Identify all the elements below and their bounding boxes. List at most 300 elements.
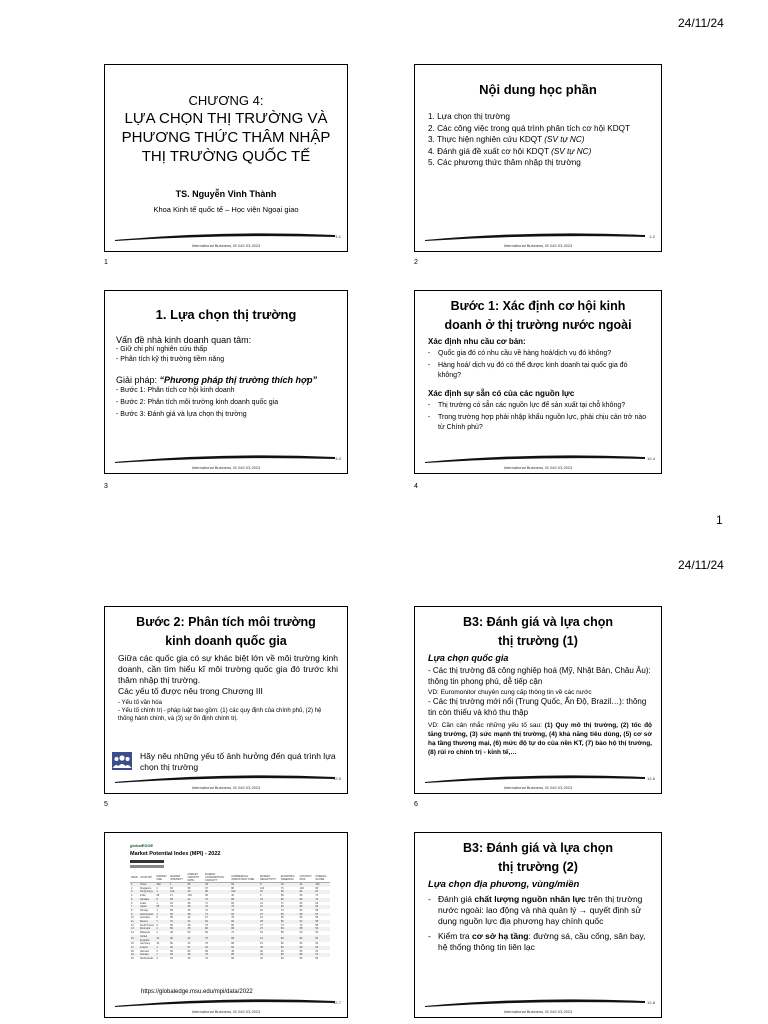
table-cell: 13 xyxy=(131,927,134,931)
mpi-table-screenshot xyxy=(130,843,348,1003)
table-cell: 53 xyxy=(315,936,319,940)
table-cell: 8 xyxy=(131,908,133,912)
table-cell: 82 xyxy=(280,942,284,946)
table-cell: 58 xyxy=(315,908,319,912)
footer-swoosh xyxy=(425,232,645,241)
table-cell: 74 xyxy=(205,908,208,912)
list-item: 5. Các phương thức thâm nhập thị trường xyxy=(428,158,581,167)
table-row xyxy=(130,957,330,961)
table-cell: 20 xyxy=(260,908,263,912)
table-cell: 90 xyxy=(170,936,173,940)
table-cell: 12 xyxy=(131,923,134,927)
column-header: MARKET RECEPTIVITY xyxy=(259,873,280,883)
slide-body xyxy=(116,335,339,421)
table-cell: 27 xyxy=(260,927,263,931)
slide-code: 12-4 xyxy=(646,456,655,461)
list-item: - Quốc gia đó có nhu cầu về hàng hoá/dịch vụ đó không? xyxy=(428,349,651,359)
table-cell: 19 xyxy=(260,942,263,946)
list-item: - Yếu tố chính trị - pháp luật bao gồm: (1) các quy định của chính phủ, (2) hệ thống hành chính, và (3) sự ổn định chính trị. xyxy=(118,708,322,722)
list-item: - Hàng hoá/ dịch vụ đó có thể được kinh doanh tại quốc gia đó không? xyxy=(428,361,651,380)
table-cell: 12 xyxy=(260,936,263,940)
table-cell: 44 xyxy=(187,920,191,924)
table-cell: 38 xyxy=(187,953,191,957)
table-cell: 56 xyxy=(280,920,284,924)
table-cell: 6 xyxy=(260,894,262,898)
table-cell: 1 xyxy=(156,945,158,949)
table-cell: 45 xyxy=(231,949,235,953)
slide-number: 5 xyxy=(104,801,108,808)
table-cell: Singapore xyxy=(139,886,152,890)
table-cell: 80 xyxy=(280,897,284,901)
table-cell: 2 xyxy=(156,886,158,890)
table-cell: 73 xyxy=(280,908,284,912)
table-cell: Sweden xyxy=(139,953,149,957)
table-row xyxy=(130,935,330,942)
table-cell: 67 xyxy=(205,886,208,890)
table-cell: Hong Kong xyxy=(139,890,153,894)
table-cell: Mexico xyxy=(139,920,148,924)
table-cell: 52 xyxy=(299,920,303,924)
list-item: - Trong trường hợp phải nhập khẩu nguồn lực, phải chịu cản trở nào từ Chính phủ? xyxy=(428,413,651,432)
table-cell: 96 xyxy=(315,886,319,890)
table-cell: Switzerland xyxy=(139,912,153,916)
slide-title: 1. Lựa chọn thị trường xyxy=(155,307,297,322)
table-cell: 33 xyxy=(187,942,191,946)
slide-number: 4 xyxy=(414,483,418,490)
table-cell: 12 xyxy=(260,905,263,909)
table-cell: 100 xyxy=(260,886,265,890)
table-cell: 74 xyxy=(315,894,319,898)
table-cell: 6 xyxy=(156,923,158,927)
paragraph: - Các thị trường đã công nghiệp hoá (Mỹ, Nhật Bản, Châu Âu): thông tin phong phú, dễ tiếp cận xyxy=(428,666,651,686)
column-header: MARKET GROWTH RATE xyxy=(187,873,204,883)
table-cell: Australia xyxy=(139,916,150,920)
section-heading: Xác định sự sẵn có của các nguồn lực xyxy=(428,389,575,398)
footer-swoosh xyxy=(425,454,645,463)
table-cell: 82 xyxy=(231,945,235,949)
slide-title: LỰA CHỌN THỊ TRƯỜNG VÀ PHƯƠNG THỨC THÂM NHẬP THỊ TRƯỜNG QUỐC TẾ xyxy=(121,110,331,165)
table-cell: 4 xyxy=(131,894,133,898)
table-cell: 3 xyxy=(131,890,133,894)
table-cell: 27 xyxy=(260,912,263,916)
table-cell: 70 xyxy=(315,897,319,901)
table-cell: 28 xyxy=(260,920,263,924)
content-list xyxy=(428,111,651,169)
slide-footer: International Business, IE.042.03.2024 xyxy=(503,465,573,470)
table-cell: 7 xyxy=(156,920,158,924)
subtitle: Lựa chọn địa phương, vùng/miền xyxy=(428,879,580,890)
slide-footer: International Business, IE.042.03.2024 xyxy=(503,1009,573,1014)
footer-swoosh xyxy=(115,454,335,463)
table-cell: 100 xyxy=(299,886,304,890)
table-cell: 74 xyxy=(280,923,284,927)
list-item: - Phân tích kỹ thị trường tiềm năng xyxy=(116,356,225,363)
table-cell: 40 xyxy=(280,949,284,953)
slide-footer: International Business, IE.042.03.2024 xyxy=(191,243,261,248)
table-cell: 1 xyxy=(156,901,158,905)
table-cell: 86 xyxy=(299,957,303,961)
group-icon xyxy=(112,752,132,770)
column-header: RANK xyxy=(130,873,139,883)
table-cell: 70 xyxy=(170,920,173,924)
table-cell: Vietnam xyxy=(139,949,150,953)
table-cell: 27 xyxy=(260,923,263,927)
table-cell: 100 xyxy=(170,890,175,894)
slide-body xyxy=(428,337,651,432)
example: VD: Cần cân nhắc những yếu tố sau: (1) Quy mô thị trường, (2) tốc độ tăng trưởng, (3) sức mạnh thị trường, (4) khả năng tiêu dùng, (5) cơ sở hạ tầng thương mại, (6) mức độ tự do của nền KT, (7) bảo hộ thị trường, (8) rủi ro chính trị - kinh tế,… xyxy=(428,722,653,756)
example: VD: Euromonitor chuyên cung cấp thông tin về các nước xyxy=(428,689,592,696)
table-cell: 48 xyxy=(170,931,173,935)
table-cell: 1 xyxy=(156,908,158,912)
paragraph: Các yếu tố được nêu trong Chương III xyxy=(118,686,263,696)
table-cell: 82 xyxy=(280,957,284,961)
slide-code: 3-3 xyxy=(335,456,341,461)
table-cell: 100 xyxy=(315,883,320,886)
list-item: 4. Đánh giá đề xuất cơ hội KDQT (SV tự NC) xyxy=(428,146,592,156)
table-cell: 84 xyxy=(231,912,235,916)
table-cell: 11 xyxy=(170,894,173,898)
table-cell: 17 xyxy=(131,945,134,949)
table-cell: 51 xyxy=(315,953,319,957)
table-cell: United Kingdom xyxy=(139,934,150,942)
table-cell: 50 xyxy=(299,894,303,898)
table-cell: 69 xyxy=(205,949,208,953)
slide-body xyxy=(118,653,338,723)
column-header: MARKET SIZE xyxy=(155,873,169,883)
slide-4 xyxy=(414,290,662,474)
table-cell: 1 xyxy=(156,890,158,894)
table-cell: 89 xyxy=(170,908,173,912)
table-cell: 100 xyxy=(231,890,236,894)
table-cell: 55 xyxy=(299,949,303,953)
table-cell: 11 xyxy=(131,920,134,924)
table-cell: 82 xyxy=(299,890,303,894)
paragraph: - Các thị trường mới nổi (Trung Quốc, Ấn Độ, Brazil…): thông tin còn thiếu và khó thu thập xyxy=(428,697,647,717)
slide-body xyxy=(428,879,652,953)
list-item: - Kiểm tra cơ sở hạ tầng: đường sá, cầu cống, sân bay, hệ thống thông tin liên lạc xyxy=(428,931,652,953)
table-cell: 86 xyxy=(299,953,303,957)
table-cell: 78 xyxy=(231,916,235,920)
question-block xyxy=(112,751,338,773)
table-cell: 80 xyxy=(231,923,235,927)
table-cell: 62 xyxy=(299,901,303,905)
table-cell: 20 xyxy=(131,957,134,961)
table-cell: Ireland xyxy=(139,945,148,949)
table-cell: 39 xyxy=(260,945,263,949)
table-cell: 72 xyxy=(170,905,173,909)
table-cell: 2 xyxy=(156,931,158,935)
table-cell: 85 xyxy=(231,936,235,940)
table-cell: 64 xyxy=(205,920,208,924)
table-cell: 38 xyxy=(156,894,160,898)
table-cell: 60 xyxy=(260,949,263,953)
table-cell: 35 xyxy=(187,927,191,931)
table-cell: 1 xyxy=(156,912,158,916)
table-cell: 83 xyxy=(280,927,284,931)
footer-swoosh xyxy=(425,998,645,1007)
slide-number: 2 xyxy=(414,259,418,266)
table-cell: 80 xyxy=(299,945,303,949)
question-text: Hãy nêu những yếu tố ảnh hưởng đến quá trình lựa chọn thị trường xyxy=(140,751,336,772)
table-cell: 67 xyxy=(205,916,208,920)
table-cell: 38 xyxy=(187,912,191,916)
table-cell: 88 xyxy=(231,886,235,890)
table-cell: 62 xyxy=(315,901,319,905)
table-cell: 51 xyxy=(315,949,319,953)
table-cell: 89 xyxy=(170,927,173,931)
table-cell: 97 xyxy=(260,890,263,894)
table-cell: 25 xyxy=(156,905,160,909)
table-cell: 86 xyxy=(170,916,173,920)
table-cell: 52 xyxy=(315,942,319,946)
table-cell: 19 xyxy=(131,953,134,957)
paragraph: Giữa các quốc gia có sự khác biệt lớn về môi trường kinh doanh, cần tìm hiểu kĩ môi trường quốc gia đó trước khi thâm nhập thị trường. xyxy=(118,653,338,685)
table-cell: 55 xyxy=(315,923,319,927)
table-cell: 54 xyxy=(315,927,319,931)
table-cell: 1 xyxy=(156,927,158,931)
table-cell: 66 xyxy=(231,920,235,924)
table-cell: 88 xyxy=(299,927,303,931)
column-header: MARKET CONSUMPTION CAPACITY xyxy=(204,873,230,883)
column-header: COUNTRY xyxy=(139,873,155,883)
page-date: 24/11/24 xyxy=(678,16,724,30)
table-cell: 15 xyxy=(131,936,134,940)
column-header: COMMERCIAL INFRASTRUCTURE xyxy=(230,873,259,883)
table-cell: 82 xyxy=(280,945,284,949)
footer-swoosh xyxy=(115,774,335,783)
slide-8 xyxy=(414,832,662,1018)
table-cell: 80 xyxy=(205,927,208,931)
table-cell: 44 xyxy=(299,883,303,886)
table-cell: Netherlands xyxy=(139,957,154,961)
table-cell: 49 xyxy=(205,883,208,886)
table-cell: 56 xyxy=(170,949,173,953)
table-cell: 46 xyxy=(187,890,191,894)
table-cell: 57 xyxy=(315,912,319,916)
table-cell: 82 xyxy=(299,897,303,901)
table-cell: 100 xyxy=(156,883,161,886)
table-cell: 69 xyxy=(205,931,208,935)
table-cell: 89 xyxy=(170,897,173,901)
table-title: Market Potential Index (MPI) - 2022 xyxy=(130,851,221,857)
solution-heading: Giải pháp: “Phương pháp thị trường thích hợp” xyxy=(116,375,317,385)
slide-code: 12-7 xyxy=(332,1000,341,1005)
slide-title: B3: Đánh giá và lựa chọn thị trường (2) xyxy=(462,841,614,874)
table-cell: 84 xyxy=(231,901,235,905)
list-item: 2. Các công việc trong quá trình phân tích cơ hội KDQT xyxy=(428,123,630,133)
mpi-table xyxy=(130,873,330,961)
logo: globalEDGE xyxy=(130,843,154,848)
slide-title: Bước 1: Xác định cơ hội kinh doanh ở thị trường nước ngoài xyxy=(444,299,632,332)
table-cell: 32 xyxy=(260,957,263,961)
subtitle: Lựa chọn quốc gia xyxy=(428,653,509,663)
concern-heading: Vấn đề nhà kinh doanh quan tâm: xyxy=(116,335,252,345)
list-item: 3. Thực hiện nghiên cứu KDQT (SV tự NC) xyxy=(428,135,585,144)
table-cell: 88 xyxy=(231,942,235,946)
table-cell: Norway xyxy=(139,908,149,912)
slide-number: 3 xyxy=(104,483,108,490)
slide-7 xyxy=(104,832,348,1018)
table-cell: 42 xyxy=(187,916,191,920)
footer-swoosh xyxy=(115,232,335,241)
table-cell: 76 xyxy=(205,923,208,927)
table-cell: 66 xyxy=(187,883,191,886)
table-cell: 88 xyxy=(231,927,235,931)
table-cell: 52 xyxy=(315,945,319,949)
table-cell: 54 xyxy=(315,931,319,935)
list-item: - Đánh giá chất lượng nguồn nhân lực trên thị trường nước ngoài: lao động và nhà quản lý → quyết định sử dụng nguồn lực địa phương hay chính quốc xyxy=(428,894,652,927)
table-cell: 84 xyxy=(280,912,284,916)
slide-footer: International Business, IE.042.03.2024 xyxy=(191,465,261,470)
table-cell: 66 xyxy=(280,905,284,909)
table-cell: Denmark xyxy=(139,927,151,931)
table-cell: 71 xyxy=(205,901,208,905)
list-item: - Thị trường có sẵn các nguồn lực để sản xuất tại chỗ không? xyxy=(428,401,651,411)
table-cell: 2 xyxy=(131,886,133,890)
table-cell: 58 xyxy=(280,931,284,935)
table-cell: 66 xyxy=(170,923,173,927)
table-cell: 53 xyxy=(187,931,191,935)
slide-code: 12-5 xyxy=(332,776,341,781)
table-cell: 15 xyxy=(260,916,263,920)
table-cell: 5 xyxy=(131,897,133,901)
affiliation: Khoa Kinh tế quốc tế – Học viện Ngoại giao xyxy=(153,205,299,214)
table-cell: 58 xyxy=(187,886,191,890)
list-item: - Giữ chi phí nghiên cứu thấp xyxy=(116,346,208,353)
table-cell: 48 xyxy=(187,901,191,905)
slide-footer: International Business, IE.042.03.2024 xyxy=(191,785,261,790)
table-cell: 57 xyxy=(187,945,191,949)
slide-title: Nội dung học phần xyxy=(479,82,597,97)
author: TS. Nguyễn Vinh Thành xyxy=(175,189,277,199)
slide-code: 12-6 xyxy=(646,776,655,781)
table-cell: 86 xyxy=(299,912,303,916)
slide-6 xyxy=(414,606,662,794)
table-cell: Canada xyxy=(139,897,149,901)
table-cell: 80 xyxy=(299,905,303,909)
table-cell: 10 xyxy=(131,916,134,920)
table-cell: 74 xyxy=(299,923,303,927)
table-cell: South Korea xyxy=(139,923,154,927)
chapter-label: CHƯƠNG 4: xyxy=(188,93,264,108)
table-cell: 14 xyxy=(131,931,134,935)
table-cell: 59 xyxy=(280,894,284,898)
column-header: ECONOMIC FREEDOM xyxy=(280,873,299,883)
slide-code: 12-8 xyxy=(646,1000,655,1005)
table-cell: 31 xyxy=(260,897,263,901)
table-cell: 50 xyxy=(315,957,319,961)
table-cell: 84 xyxy=(170,953,173,957)
table-cell: 7 xyxy=(131,905,133,909)
table-cell: 66 xyxy=(280,890,284,894)
slide-5 xyxy=(104,606,348,794)
table-cell: 85 xyxy=(231,953,235,957)
column-header: COUNTRY RISK xyxy=(299,873,315,883)
table-cell: 69 xyxy=(231,883,235,886)
list-item: - Bước 1: Phân tích cơ hội kinh doanh xyxy=(116,387,235,394)
table-cell: Germany xyxy=(139,942,151,946)
list-item: - Yếu tố văn hóa xyxy=(118,700,162,706)
table-cell: 76 xyxy=(231,905,235,909)
table-cell: 56 xyxy=(315,916,319,920)
table-cell: 1 xyxy=(170,883,172,886)
table-cell: 76 xyxy=(280,886,284,890)
table-cell: 5 xyxy=(156,916,158,920)
slide-code: 3-1 xyxy=(335,234,341,239)
table-cell: 92 xyxy=(170,912,173,916)
table-cell: 86 xyxy=(231,897,235,901)
table-cell: 66 xyxy=(205,894,208,898)
table-cell: 75 xyxy=(205,953,208,957)
table-cell: Japan xyxy=(139,905,147,909)
table-cell: 75 xyxy=(205,936,208,940)
filter-button xyxy=(130,860,164,863)
slide-code: 1-2 xyxy=(649,234,655,239)
table-cell: 87 xyxy=(315,890,319,894)
table-cell: 91 xyxy=(170,901,173,905)
page-number: 1 xyxy=(716,513,723,527)
list-item: 1. Lựa chọn thị trường xyxy=(428,112,510,121)
footer-swoosh xyxy=(425,774,645,783)
table-cell: 63 xyxy=(299,931,303,935)
table-cell: 10 xyxy=(156,936,160,940)
slide-number: 6 xyxy=(414,801,418,808)
table-cell: 36 xyxy=(187,957,191,961)
table-header-row xyxy=(130,873,330,883)
table-cell: 1 xyxy=(156,953,158,957)
table-cell: 89 xyxy=(231,957,235,961)
table-cell: 16 xyxy=(131,942,134,946)
table-cell: 76 xyxy=(205,905,208,909)
table-cell: 76 xyxy=(205,897,208,901)
slide-body xyxy=(428,653,652,757)
table-cell: 16 xyxy=(280,883,284,886)
table-cell: 6 xyxy=(131,901,133,905)
table-cell: India xyxy=(139,894,146,898)
page-date: 24/11/24 xyxy=(678,558,724,572)
table-cell: 80 xyxy=(299,936,303,940)
table-cell: 58 xyxy=(205,890,208,894)
table-cell: 86 xyxy=(280,953,284,957)
table-cell: 82 xyxy=(170,886,173,890)
table-cell: 41 xyxy=(187,897,191,901)
slide-1 xyxy=(104,64,348,252)
table-cell: 78 xyxy=(205,942,208,946)
source-url: https://globaledge.msu.edu/mpi/data/2022 xyxy=(141,989,253,995)
table-cell: 25 xyxy=(187,905,191,909)
footer-swoosh xyxy=(115,998,335,1007)
column-header: MARKET INTENSITY xyxy=(169,873,187,883)
slide-title: B3: Đánh giá và lựa chọn thị trường (1) xyxy=(462,615,614,648)
table-cell: 100 xyxy=(187,894,192,898)
table-cell: 60 xyxy=(315,905,319,909)
table-cell: 73 xyxy=(231,931,235,935)
table-cell: 45 xyxy=(187,908,191,912)
table-cell: 14 xyxy=(156,942,160,946)
table-cell: China xyxy=(139,883,147,886)
table-cell: 83 xyxy=(299,916,303,920)
table-cell: 90 xyxy=(170,945,173,949)
table-cell: 85 xyxy=(280,916,284,920)
table-cell: Malaysia xyxy=(139,931,150,935)
table-cell: 40 xyxy=(231,894,235,898)
slide-2 xyxy=(414,64,662,252)
slide-title: Bước 2: Phân tích môi trường kinh doanh quốc gia xyxy=(136,615,316,648)
table-cell: Israel xyxy=(139,901,147,905)
table-cell: 79 xyxy=(231,908,235,912)
table-cell: 51 xyxy=(260,931,263,935)
slide-footer: International Business, IE.042.03.2024 xyxy=(191,1009,261,1014)
